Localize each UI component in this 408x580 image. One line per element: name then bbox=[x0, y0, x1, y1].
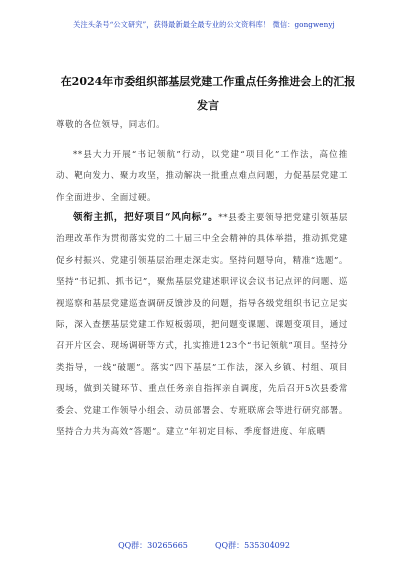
salutation: 尊敬的各位领导，同志们。 bbox=[56, 120, 166, 130]
paragraph-section-one bbox=[56, 207, 348, 443]
document-title: 在2024年市委组织部基层党建工作重点任务推进会上的汇报发言 bbox=[60, 75, 356, 112]
section-body: **县委主要领导把党建引领基层治理改革作为贯彻落实党的二十届三中全会精神的具体举措，推动抓党建促乡村振兴、党建引领基层治理走深走实。坚持问题导向，精准“选题”。坚持“书记抓、抓书记”，聚焦基层党建述职评议会议书记点评的问题、巡视巡察和基层党建巡查调研反馈涉及的问题，指导各级党组织书记立足实际，深入查摆基层党建工作短板弱项，把问题变课题、课题变项目，通过召开片区会、现场调研等方式，扎实推进123个“书记领航”项目。坚持分类指导，一线“破题”。落实“四下基层”工作法，深入乡镇、村组、项目现场，做到关键环节、重点任务亲自指挥亲自调度，先后召开5次县委常委会、党建工作领导小组会、动员部署会、专班联席会等进行研究部署。坚持合力共为高效“答题”。建立“年初定目标、季度督进度、年底晒 bbox=[56, 213, 348, 438]
qq-group-2: QQ群：535304092 bbox=[215, 541, 290, 550]
footer bbox=[0, 540, 408, 551]
header-banner: 关注头条号“公文研究”，获得最新最全最专业的公文资料库！ 微信：gongwenyj bbox=[73, 20, 335, 29]
section-heading: 领衔主抓，把好项目“风向标”。 bbox=[73, 212, 219, 223]
paragraph-intro: **县大力开展“书记领航”行动，以党建“项目化”工作法，高位推动、靶向发力、聚力攻坚，推动解决一批重点难点问题，力促基层党建工作全面进步、全面过硬。 bbox=[56, 150, 348, 203]
qq-group-1: QQ群：30265665 bbox=[118, 541, 188, 550]
